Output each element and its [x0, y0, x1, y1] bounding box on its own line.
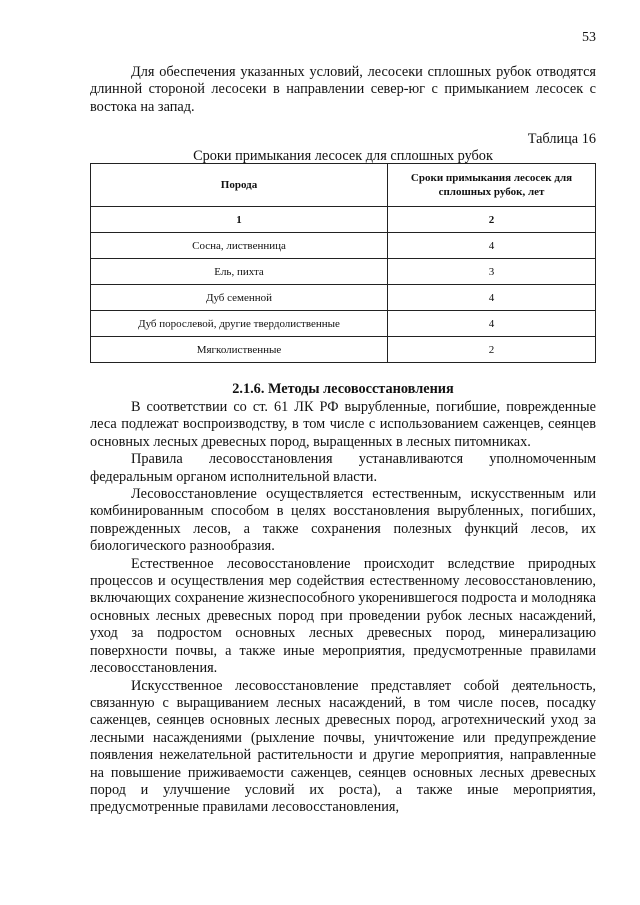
table-row: [91, 311, 596, 337]
header-species: Порода: [91, 164, 388, 207]
main-text: [90, 399, 596, 817]
years-cell: 3: [388, 259, 596, 285]
intro-text: [90, 64, 596, 116]
years-cell: 4: [388, 233, 596, 259]
cutting-area-table: [90, 163, 596, 363]
table-title: Сроки примыкания лесосек для сплошных рубок: [193, 148, 493, 164]
table-row: [91, 233, 596, 259]
header-years: Сроки примыкания лесосек для сплошных рубок, лет: [388, 164, 596, 207]
section-heading: 2.1.6. Методы лесовосстановления: [232, 381, 454, 397]
column-number-row: [91, 207, 596, 233]
body-paragraph: Лесовосстановление осуществляется естественным, искусственным или комбинированным способом в целях восстановления вырубленных, погибших, поврежденных лесов, а также сохранения полезных функций лесов, их биологического разнообразия.: [90, 486, 596, 555]
table-row: [91, 337, 596, 363]
species-cell: Ель, пихта: [91, 259, 388, 285]
body-paragraph: Правила лесовосстановления устанавливаются уполномоченным федеральным органом исполнительной власти.: [90, 451, 596, 485]
column-number: 2: [388, 207, 596, 233]
species-cell: Дуб порослевой, другие твердолиственные: [91, 311, 388, 337]
years-cell: 4: [388, 285, 596, 311]
body-paragraph: В соответствии со ст. 61 ЛК РФ вырубленные, погибшие, поврежденные леса подлежат воспроизводству, в том числе с использованием саженцев, сеянцев основных лесных древесных пород, выращенных в лесных питомниках.: [90, 399, 596, 450]
body-paragraph: Искусственное лесовосстановление представляет собой деятельность, связанную с выращиванием лесных насаждений, в том числе посев, посадку саженцев, сеянцев основных лесных древесных пород, агротехнический уход за лесными насаждениями (рыхление почвы, уничтожение или предупреждение появления нежелательной растительности и другие мероприятия, направленные на повышение приживаемости саженцев, сеянцев основных лесных древесных пород и улучшение условий их роста), а также иные мероприятия, предусмотренные правилами лесовосстановления,: [90, 677, 596, 816]
years-cell: 4: [388, 311, 596, 337]
table-header-row: [91, 164, 596, 207]
page-number: 53: [582, 30, 596, 45]
species-cell: Дуб семенной: [91, 285, 388, 311]
table-row: [91, 285, 596, 311]
column-number: 1: [91, 207, 388, 233]
table-label: Таблица 16: [527, 131, 596, 147]
species-cell: Сосна, лиственница: [91, 233, 388, 259]
body-paragraph: Естественное лесовосстановление происходит вследствие природных процессов и осуществления мер содействия естественному лесовосстановлению, включающих сохранение жизнеспособного укоренившегося подроста и молодняка основных лесных древесных пород при проведении рубок лесных насаждений, уход за подростом основных лесных древесных пород, минерализацию поверхности почвы, а также иные мероприятия, предусмотренные правилами лесовосстановления.: [90, 555, 597, 677]
intro-paragraph: Для обеспечения указанных условий, лесосеки сплошных рубок отводятся длинной стороной лесосеки в направлении север-юг с примыканием лесосек с востока на запад.: [90, 64, 596, 115]
table-row: [91, 259, 596, 285]
species-cell: Мягколиственные: [91, 337, 388, 363]
years-cell: 2: [388, 337, 596, 363]
